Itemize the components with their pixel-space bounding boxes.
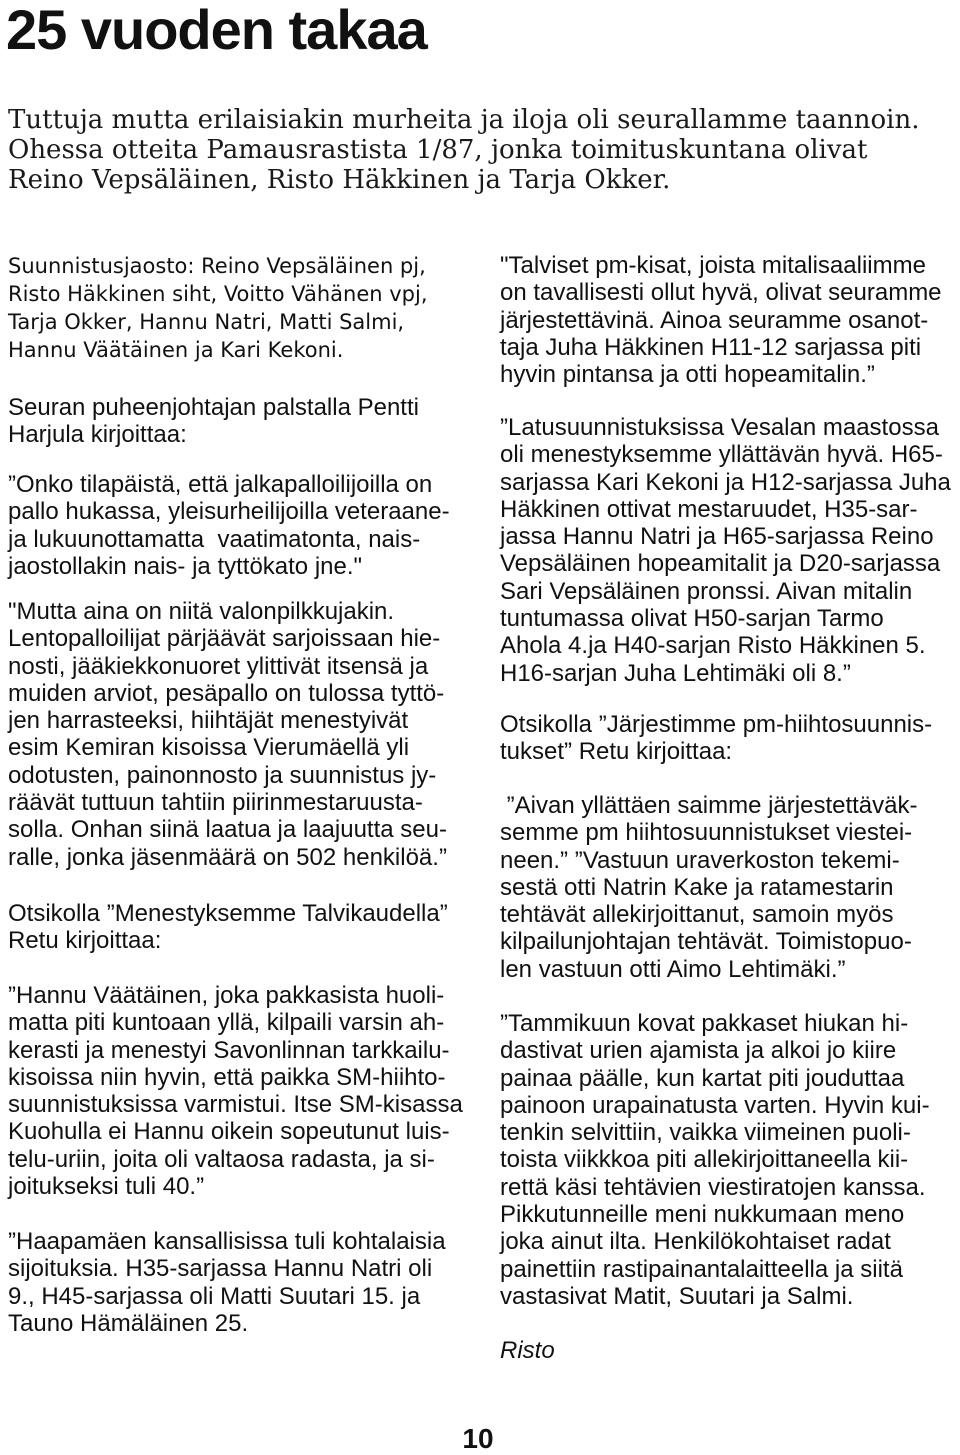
text-line: ”Aivan yllättäen saimme järjestettäväk- [500, 792, 918, 819]
text-line: nosti, jääkiekkonuoret ylittivät itsensä ja [8, 652, 429, 680]
winter-championships-paragraph [500, 252, 955, 388]
text-line: Tuttuja mutta erilaisiakin murheita ja iloja oli seurallamme taannoin. [8, 105, 920, 135]
text-line: sarjassa Kari Kekoni ja H12-sarjassa Juha [500, 468, 951, 496]
text-line: joka ainut ilta. Henkilökohtaiset radat [500, 1228, 891, 1256]
hannu-vaatainen-paragraph [8, 982, 478, 1200]
chairman-intro-paragraph [8, 394, 478, 449]
page-title: 25 vuoden takaa [6, 0, 427, 61]
text-line: Lentopalloilijat pärjäävät sarjoissaan hie- [8, 625, 441, 653]
text-line: vastasivat Matit, Suutari ja Salmi. [500, 1282, 854, 1310]
winter-season-heading-paragraph [8, 900, 478, 955]
text-line: jaostollakin nais- ja tyttökato jne." [8, 552, 363, 580]
text-line: sestä otti Natrin Kake ja ratamestarin [500, 873, 894, 901]
text-line: ”Onko tilapäistä, että jalkapalloilijoilla on [8, 471, 433, 498]
text-line: Seuran puheenjohtajan palstalla Pentti [8, 394, 419, 421]
text-line: esim Kemiran kisoissa Vierumäellä yli [8, 734, 410, 762]
text-line: ”Haapamäen kansallisissa tuli kohtalaisia [8, 1228, 446, 1255]
text-line: Otsikolla ”Menestyksemme Talvikaudella” [8, 900, 448, 927]
text-line: H16-sarjan Juha Lehtimäki oli 8.” [500, 659, 851, 687]
text-line: painaa päälle, kun kartat piti jouduttaa [500, 1064, 905, 1092]
haapamaki-paragraph [8, 1228, 478, 1337]
text-line: Reino Vepsäläinen, Risto Häkkinen ja Tarja Okker. [8, 165, 671, 195]
text-line: Ahola 4.ja H40-sarjan Risto Häkkinen 5. [500, 632, 926, 660]
text-line: "Mutta aina on niitä valonpilkkujakin. [8, 598, 395, 625]
text-line: oli menestyksemme yllättävän hyvä. H65- [500, 441, 943, 469]
organizing-quote-paragraph [500, 792, 955, 983]
text-line: Kuohulla ei Hannu oikein sopeutunut luis- [8, 1118, 450, 1146]
text-line: taja Juha Häkkinen H11-12 sarjassa piti [500, 333, 922, 361]
text-line: Retu kirjoittaa: [8, 927, 162, 955]
author-signature: Risto [500, 1337, 555, 1364]
text-line: telu-uriin, joita oli valtaosa radasta, ja si- [8, 1145, 435, 1173]
text-line: dastivat urien ajamista ja alkoi jo kiire [500, 1037, 897, 1065]
text-line: matta piti kuntoaan yllä, kilpaili varsin ah- [8, 1009, 445, 1037]
text-line: 9., H45-sarjassa oli Matti Suutari 15. ja [8, 1282, 421, 1310]
text-line: rettä käsi tehtävien viestiratojen kanssa. [500, 1173, 926, 1201]
text-line: Harjula kirjoittaa: [8, 421, 187, 449]
text-line: tukset” Retu kirjoittaa: [500, 738, 733, 766]
highlights-paragraph [8, 598, 478, 871]
text-line: Vepsäläinen hopeamitalit ja D20-sarjassa [500, 550, 941, 578]
text-line: "Talviset pm-kisat, joista mitalisaaliimme [500, 252, 926, 279]
text-line: hyvin pintansa ja otti hopeamitalin.” [500, 361, 875, 389]
text-line: ”Latusuunnistuksissa Vesalan maastossa [500, 414, 939, 441]
text-line: räävät tuttuun tahtiin piirinmestaruusta- [8, 789, 423, 817]
text-line: järjestettävinä. Ainoa seuramme osanot- [500, 306, 929, 334]
text-line: toista viikkkoa piti allekirjoittaneella kii- [500, 1146, 909, 1174]
intro-paragraph [8, 105, 948, 195]
text-line: Risto Häkkinen siht, Voitto Vähänen vpj, [8, 282, 428, 306]
text-line: neen.” ”Vastuun uraverkoston tekemi- [500, 846, 900, 874]
text-line: suunnistuksissa varmistui. Itse SM-kisassa [8, 1091, 463, 1119]
text-line: ”Hannu Väätäinen, joka pakkasista huoli- [8, 982, 445, 1009]
text-line: sijoituksia. H35-sarjassa Hannu Natri oli [8, 1255, 433, 1283]
text-line: tuntumassa olivat H50-sarjan Tarmo [500, 605, 884, 633]
text-line: Suunnistusjaosto: Reino Vepsäläinen pj, [8, 254, 426, 278]
trail-orienteering-paragraph [500, 414, 955, 687]
text-line: semme pm hiihtosuunnistukset viestei- [500, 819, 913, 847]
text-line: Hannu Väätäinen ja Kari Kekoni. [8, 338, 344, 362]
text-line: Häkkinen ottivat mestaruudet, H35-sar- [500, 495, 918, 523]
text-line: Ohessa otteita Pamausrastista 1/87, jonka toimituskuntana olivat [8, 135, 868, 165]
text-line: on tavallisesti ollut hyvä, olivat seuramme [500, 279, 942, 307]
text-line: jassa Hannu Natri ja H65-sarjassa Reino [500, 523, 934, 551]
text-line: tehtävät allekirjoittanut, samoin myös [500, 901, 894, 929]
january-frost-paragraph [500, 1010, 955, 1310]
text-line: painettiin rastipainantalaitteella ja siitä [500, 1255, 903, 1283]
text-line: painoon urapainatusta varten. Hyvin kui- [500, 1091, 930, 1119]
organizing-heading-paragraph [500, 711, 955, 766]
text-line: tenkin selvittiin, vaikka viimeinen puoli- [500, 1119, 911, 1147]
text-line: jen harrasteeksi, hiihtäjät menestyivät [8, 707, 409, 735]
text-line: Tauno Hämäläinen 25. [8, 1309, 249, 1337]
text-line: kerasti ja menestyi Savonlinnan tarkkailu- [8, 1036, 450, 1064]
text-line: odotusten, painonnosto ja suunnistus jy- [8, 761, 437, 789]
text-line: joitukseksi tuli 40.” [8, 1173, 205, 1201]
page-number: 10 [462, 1423, 494, 1454]
text-line: Sari Vepsäläinen pronssi. Aivan mitalin [500, 577, 913, 605]
text-line: Tarja Okker, Hannu Natri, Matti Salmi, [8, 310, 405, 334]
committee-paragraph [8, 252, 478, 364]
chairman-quote-paragraph [8, 471, 478, 580]
text-line: ”Tammikuun kovat pakkaset hiukan hi- [500, 1010, 909, 1037]
text-line: muiden arviot, pesäpallo on tulossa tyttö- [8, 679, 445, 707]
text-line: ralle, jonka jäsenmäärä on 502 henkilöä.” [8, 843, 447, 871]
text-line: Pikkutunneille meni nukkumaan meno [500, 1201, 905, 1229]
text-line: Otsikolla ”Järjestimme pm-hiihtosuunnis- [500, 711, 933, 738]
text-line: kilpailunjohtajan tehtävät. Toimistopuo- [500, 928, 912, 956]
text-line: kisoissa niin hyvin, että paikka SM-hiihto- [8, 1063, 446, 1091]
text-line: pallo hukassa, yleisurheilijoilla veteraane- [8, 498, 450, 526]
text-line: ja lukuunottamatta vaatimatonta, nais- [8, 525, 421, 553]
text-line: solla. Onhan siinä laatua ja laajuutta seu- [8, 816, 447, 844]
text-line: len vastuun otti Aimo Lehtimäki.” [500, 955, 846, 983]
